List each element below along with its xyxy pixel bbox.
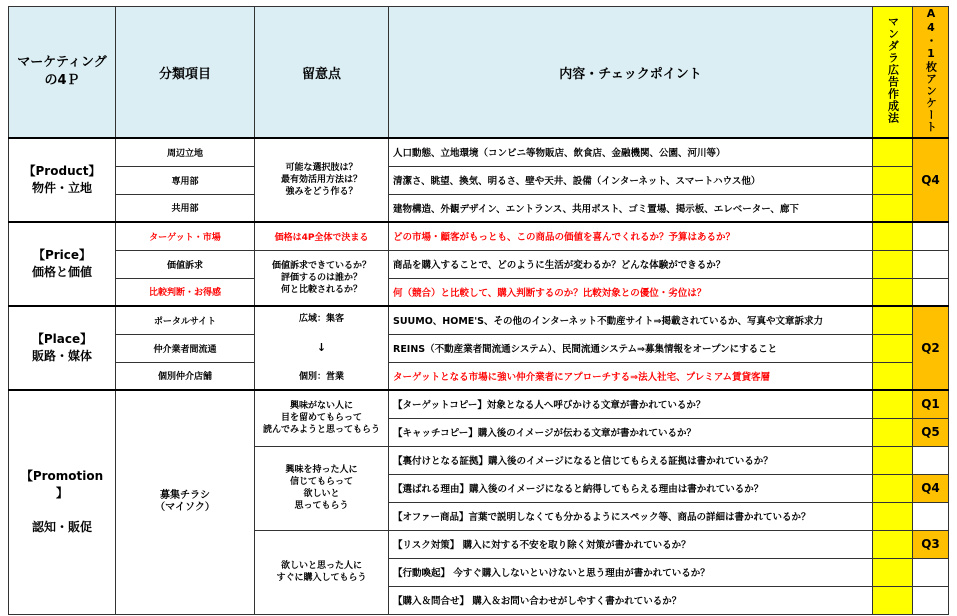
promotion-note-1: 興味がない人に 目を留めてもらって 読んでみようと思ってもらう — [255, 390, 389, 446]
down-arrow-icon: ↓ — [316, 341, 327, 354]
header-row — [9, 7, 949, 139]
price-row-2 — [9, 250, 949, 278]
mandala-cell — [873, 166, 913, 194]
mandala-cell — [873, 194, 913, 222]
mandala-cell — [873, 418, 913, 446]
place-row-3 — [9, 362, 949, 390]
mandala-cell — [873, 474, 913, 502]
header-mandala: マンダラ広告作成法 — [873, 7, 913, 139]
price-row-3 — [9, 278, 949, 306]
q-badge: Q5 — [913, 418, 949, 446]
mandala-cell — [873, 390, 913, 418]
content-cell: SUUMO、HOME'S、その他のインターネット不動産サイト⇒掲載されているか、写真や文章訴求力 — [389, 306, 873, 334]
content-cell: 【キャッチコピー】購入後のイメージが伝わる文章が書かれているか？ — [389, 418, 873, 446]
mandala-cell — [873, 334, 913, 362]
category-cell: 価値訴求 — [116, 250, 255, 278]
header-category: 分類項目 — [116, 7, 255, 139]
mandala-cell — [873, 250, 913, 278]
content-cell: 清潔さ、眺望、換気、明るさ、壁や天井、設備（インターネット、スマートハウス他） — [389, 166, 873, 194]
q-badge: Q4 — [913, 474, 949, 502]
content-cell: 【ターゲットコピー】対象となる人へ呼びかける文章が書かれているか？ — [389, 390, 873, 418]
content-cell: 【リスク対策】 購入に対する不安を取り除く対策が書かれているか？ — [389, 530, 873, 558]
content-cell: 【オファー商品】言葉で説明しなくても分かるようにスペック等、商品の詳細は書かれているか？ — [389, 502, 873, 530]
a4-cell — [913, 278, 949, 306]
header-notes: 留意点 — [255, 7, 389, 139]
category-cell: 専用部 — [116, 166, 255, 194]
content-cell: 人口動態、立地環境（コンビニ等物販店、飲食店、金融機関、公園、河川等） — [389, 138, 873, 166]
price-row-1 — [9, 222, 949, 250]
content-cell: 何（競合）と比較して、購入判断するのか？比較対象との優位・劣位は？ — [389, 278, 873, 306]
category-cell: ターゲット・市場 — [116, 222, 255, 250]
category-cell: 共用部 — [116, 194, 255, 222]
mandala-cell — [873, 222, 913, 250]
product-notes: 可能な選択肢は？ 最有効活用方法は？ 強みをどう作る？ — [255, 138, 389, 222]
q-badge: Q3 — [913, 530, 949, 558]
mandala-cell — [873, 586, 913, 614]
content-cell: 【購入＆問合せ】 購入＆お問い合わせがしやすく書かれているか？ — [389, 586, 873, 614]
content-cell: 【行動喚起】 今すぐ購入しないといけないと思う理由が書かれているか？ — [389, 558, 873, 586]
content-cell: 【裏付けとなる証拠】購入後のイメージになると信じてもらえる証拠は書かれているか？ — [389, 446, 873, 474]
category-cell: ポータルサイト — [116, 306, 255, 334]
content-cell: 建物構造、外観デザイン、エントランス、共用ポスト、ゴミ置場、掲示板、エレベーター、廊下 — [389, 194, 873, 222]
mandala-cell — [873, 306, 913, 334]
header-content: 内容・チェックポイント — [389, 7, 873, 139]
header-4p: マーケティング の4Ｐ — [9, 7, 116, 139]
category-cell: 周辺立地 — [116, 138, 255, 166]
category-cell: 個別仲介店舗 — [116, 362, 255, 390]
mandala-cell — [873, 138, 913, 166]
q-badge: Q4 — [913, 138, 949, 222]
a4-cell — [913, 250, 949, 278]
a4-cell — [913, 222, 949, 250]
category-cell: 比較判断・お得感 — [116, 278, 255, 306]
place-note-top: 広域：集客 — [298, 314, 344, 324]
a4-cell — [913, 558, 949, 586]
price-note-top: 価格は4P全体で決まる — [255, 222, 389, 250]
promotion-note-2: 興味を持った人に 信じてもらって 欲しいと 思ってもらう — [255, 446, 389, 530]
marketing-4p-table — [8, 6, 949, 615]
place-row-1 — [9, 306, 949, 334]
mandala-cell — [873, 362, 913, 390]
product-row-2 — [9, 166, 949, 194]
product-row-1 — [9, 138, 949, 166]
mandala-cell — [873, 502, 913, 530]
product-row-3 — [9, 194, 949, 222]
promotion-label: 【Promotion 】 認知・販促 — [9, 390, 116, 614]
promotion-row-1 — [9, 390, 949, 418]
category-cell: 仲介業者間流通 — [116, 334, 255, 362]
marketing-4p-sheet — [8, 6, 948, 609]
content-cell: 商品を購入することで、どのように生活が変わるか？どんな体験ができるか？ — [389, 250, 873, 278]
price-notes: 価値訴求できているか？ 評価するのは誰か？ 何と比較されるか？ — [255, 250, 389, 306]
content-cell: REINS（不動産業者間流通システム）、民間流通システム⇒募集情報をオープンにすること — [389, 334, 873, 362]
a4-cell — [913, 446, 949, 474]
mandala-cell — [873, 558, 913, 586]
q-badge: Q2 — [913, 306, 949, 390]
place-label: 【Place】 販路・媒体 — [9, 306, 116, 390]
header-a4: A4・1枚アンケート — [913, 7, 949, 139]
product-label: 【Product】 物件・立地 — [9, 138, 116, 222]
q-badge: Q1 — [913, 390, 949, 418]
a4-cell — [913, 586, 949, 614]
place-notes — [255, 306, 389, 390]
promotion-category: 募集チラシ （マイソク） — [116, 390, 255, 614]
place-note-bottom: 個別：営業 — [298, 372, 344, 382]
mandala-cell — [873, 278, 913, 306]
a4-cell — [913, 502, 949, 530]
content-cell: 【選ばれる理由】購入後のイメージになると納得してもらえる理由は書かれているか？ — [389, 474, 873, 502]
content-cell: どの市場・顧客がもっとも、この商品の価値を喜んでくれるか？予算はあるか？ — [389, 222, 873, 250]
mandala-cell — [873, 446, 913, 474]
place-row-2 — [9, 334, 949, 362]
mandala-cell — [873, 530, 913, 558]
promotion-note-3: 欲しいと思った人に すぐに購入してもらう — [255, 530, 389, 614]
price-label: 【Price】 価格と価値 — [9, 222, 116, 306]
content-cell: ターゲットとなる市場に強い仲介業者にアプローチする⇒法人社宅、プレミアム賃貸客層 — [389, 362, 873, 390]
